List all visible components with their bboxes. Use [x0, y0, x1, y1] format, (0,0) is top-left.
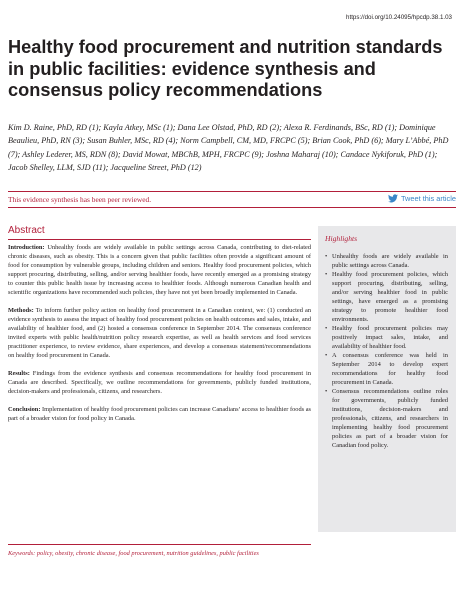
- results-text: Findings from the evidence synthesis and consensus recommendations for healthy food procurement in Canada are described. Specifically, we outline recommendations for governments, publicly funded institutions, decision-makers and professionals, citizens, and researchers.: [8, 370, 311, 396]
- highlight-item: • Consensus recommendations outline roles for governments, publicly funded institutions, decision-makers and professionals, citizens, and researchers in implementing healthy food procurement policies as part of a broader vision for Canadian food policy.: [325, 387, 448, 450]
- conclusion-label: Conclusion:: [8, 406, 41, 414]
- abstract-heading: Abstract: [8, 225, 45, 236]
- keywords-text: policy, obesity, chronic disease, food procurement, nutrition guidelines, public facilities: [35, 550, 259, 557]
- introduction-text: Unhealthy foods are widely available in public settings across Canada, contributing to diet-related chronic diseases, such as obesity. This is a concern given that public facilities often provide a significant amount of food for consumption by vulnerable groups, including children and seniors. Healthy food procurement policies, which support procuring, distributing, selling, and/or serving healthier foods, have recently emerged as a promising strategy to counter this public health issue by increasing access to healthier foods. Although numerous Canadian health and scientific organizations have recommended such policies, they have not yet been broadly implemented in Canada.: [8, 244, 311, 297]
- introduction-label: Introduction:: [8, 244, 45, 251]
- highlight-item: • Healthy food procurement policies may positively impact sales, intake, and availability of healthier food.: [325, 324, 448, 351]
- highlight-item: • A consensus conference was held in September 2014 to develop expert recommendations for healthy food procurement in Canada.: [325, 351, 448, 387]
- abstract-results: [8, 369, 311, 396]
- article-title: Healthy food procurement and nutrition standards in public facilities: evidence synthesis and consensus policy recommendations: [8, 37, 443, 100]
- abstract-conclusion: [8, 405, 311, 423]
- peer-review-bar: [8, 191, 456, 208]
- tweet-label: Tweet this article: [400, 194, 456, 203]
- abstract-introduction: [8, 243, 311, 297]
- abstract-body: [8, 243, 311, 432]
- highlights-title: Highlights: [325, 234, 358, 243]
- peer-review-notice: This evidence synthesis has been peer reviewed.: [8, 195, 152, 204]
- abstract-divider: [8, 239, 311, 240]
- doi-link[interactable]: https://doi.org/10.24095/hpcdp.38.1.03: [346, 14, 452, 21]
- conclusion-text: Implementation of healthy food procurement policies can increase Canadians’ access to healthier foods as part of a broader vision for food policy in Canada.: [8, 406, 311, 423]
- highlights-box: [318, 226, 456, 532]
- results-label: Results:: [8, 370, 30, 378]
- methods-label: Methods:: [8, 307, 34, 315]
- keywords-divider: [8, 544, 311, 545]
- keywords: [8, 549, 311, 558]
- abstract-methods: [8, 306, 311, 360]
- tweet-article-link[interactable]: [388, 194, 456, 203]
- methods-text: To inform further policy action on healthy food procurement in a Canadian context, we: (1) conducted an evidence synthesis to assess the impact of healthy food procurement policies on health outcomes and sales, intake, and availability of healthier food, and (2) hosted a consensus conference in September 2014. The consensus conference invited experts with public health/nutrition policy research expertise, as well as health services and food services practitioner experience, to review evidence, share experiences, and develop a consensus statement/recommendations on healthy food procurement in Canada.: [8, 307, 311, 360]
- highlight-item: • Healthy food procurement policies, which support procuring, distributing, selling, and/or serving healthier food in public settings, have emerged as a promising strategy to promote healthier food environments.: [325, 270, 448, 324]
- twitter-bird-icon: [388, 194, 398, 203]
- highlight-item: • Unhealthy foods are widely available in public settings across Canada.: [325, 252, 448, 270]
- highlights-list: [325, 252, 448, 450]
- author-list: Kim D. Raine, PhD, RD (1); Kayla Atkey, MSc (1); Dana Lee Olstad, PhD, RD (2); Alexa R. Ferdinands, BSc, RD (1); Dominique Beaulieu, PhD, RN (3); Susan Buhler, MSc, RD (4); Norm Campbell, CM, MD, FRCPC (5); Brian Cook, PhD (6); Mary L’Abbé, PhD (7); Ashley Lederer, MS, RDN (8); David Mowat, MBChB, MPH, FRCPC (9); Joshna Maharaj (10); Candace Nykiforuk, PhD (1); Jacob Shelley, LLM, SJD (11); Jacqueline Street, PhD (12): [8, 123, 449, 173]
- keywords-label: Keywords:: [8, 550, 36, 557]
